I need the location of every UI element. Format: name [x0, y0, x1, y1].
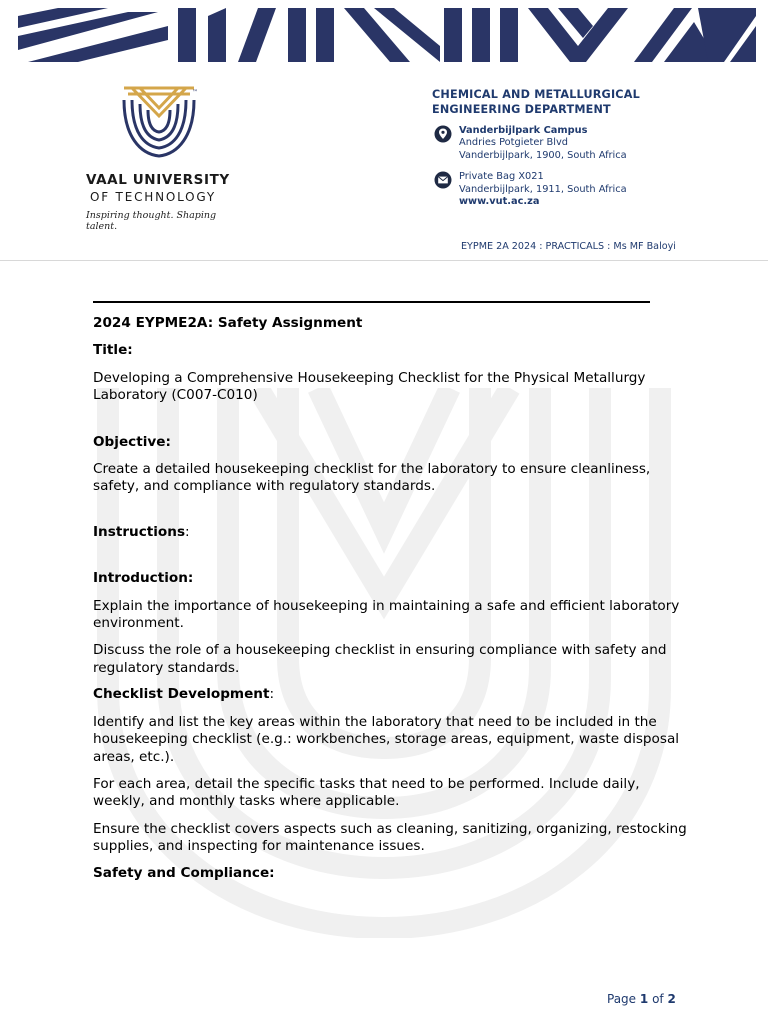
website-link[interactable]: www.vut.ac.za [459, 196, 540, 208]
introduction-label: Introduction: [93, 570, 194, 587]
title-text: Developing a Comprehensive Housekeeping Checklist for the Physical Metallurgy Laboratory (C007-C010) [93, 369, 646, 404]
postal-address: Private Bag X021 Vanderbijlpark, 1911, South Africa www.vut.ac.za [432, 171, 732, 208]
intro-paragraph-2: Discuss the role of a housekeeping checklist in ensuring compliance with safety and regulatory standards. [93, 642, 667, 676]
checklist-paragraph-2: For each area, detail the specific tasks that need to be performed. Include daily, weekly, and monthly tasks where applicable. [93, 775, 640, 810]
logo-subtitle: OF TECHNOLOGY [90, 190, 217, 204]
logo-tagline: Inspiring thought. Shaping talent. [86, 210, 217, 232]
heading-rule [93, 301, 650, 303]
checklist-paragraph-1: Identify and list the key areas within the laboratory that need to be included in the housekeeping checklist (e.g.: workbenches, storage areas, equipment, waste disposal areas, etc.). [93, 713, 680, 765]
header-divider [0, 260, 768, 261]
department-info [432, 87, 732, 208]
campus-address: Vanderbijlpark Campus Andries Potgieter Blvd Vanderbijlpark, 1900, South Africa [432, 125, 732, 162]
university-logo [84, 86, 244, 232]
practicals-header-line: EYPME 2A 2024 : PRACTICALS : Ms MF Baloyi [461, 241, 676, 252]
svg-text:™: ™ [192, 89, 198, 96]
document-body [93, 301, 693, 882]
objective-text: Create a detailed housekeeping checklist for the laboratory to ensure cleanliness, safety, and compliance with regulatory standards. [93, 461, 651, 495]
checklist-paragraph-3: Ensure the checklist covers aspects such as cleaning, sanitizing, organizing, restocking supplies, and inspecting for maintenance issues. [93, 820, 687, 855]
title-label: Title: [93, 342, 133, 359]
department-title: CHEMICAL AND METALLURGICAL ENGINEERING DEPARTMENT [432, 88, 640, 116]
vut-shield-logo-icon [120, 86, 198, 158]
location-pin-icon [434, 125, 452, 143]
document-heading: 2024 EYPME2A: Safety Assignment [93, 315, 363, 331]
checklist-heading: Checklist Development: [93, 686, 275, 703]
logo-name: VAAL UNIVERSITY [86, 172, 230, 188]
intro-paragraph-1: Explain the importance of housekeeping in maintaining a safe and efficient laboratory environment. [93, 597, 680, 632]
instructions-heading: Instructions: [93, 523, 190, 540]
header-banner-pattern [18, 6, 756, 62]
page-number: Page 1 of 2 [607, 992, 676, 1006]
objective-label: Objective: [93, 433, 171, 450]
safety-compliance-label: Safety and Compliance: [93, 864, 275, 881]
mail-envelope-icon [434, 171, 452, 189]
